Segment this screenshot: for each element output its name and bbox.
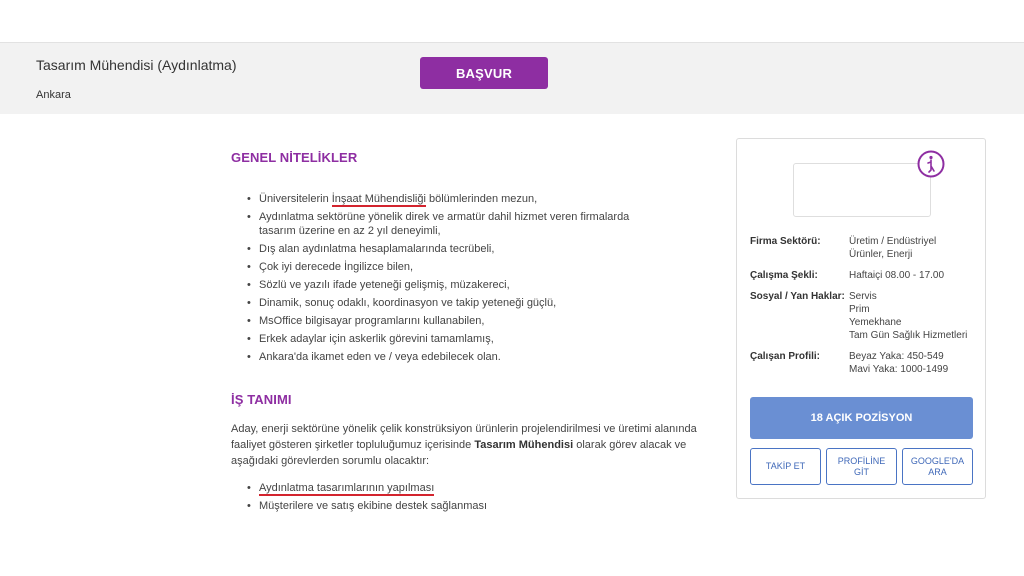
list-item: • Dış alan aydınlatma hesaplamalarında tecrübeli, xyxy=(231,242,721,256)
person-in-circle-icon xyxy=(917,150,945,178)
qualifications-title: GENEL NİTELİKLER xyxy=(231,150,358,165)
list-item: • Üniversitelerin İnşaat Mühendisliği bölümlerinden mezun, xyxy=(231,192,721,206)
list-item: • Erkek adaylar için askerlik görevini tamamlamış, xyxy=(231,332,721,346)
job-header xyxy=(0,42,1024,114)
company-card xyxy=(736,138,986,499)
follow-button[interactable]: TAKİP ET xyxy=(750,448,821,485)
qualifications-list xyxy=(231,192,721,364)
list-item: • Çok iyi derecede İngilizce bilen, xyxy=(231,260,721,274)
job-location: Ankara xyxy=(36,89,71,101)
open-positions-button[interactable]: 18 AÇIK POZİSYON xyxy=(750,397,973,439)
job-description-title: İŞ TANIMI xyxy=(231,392,292,407)
list-item: • Müşterilere ve satış ekibine destek sağlanması xyxy=(231,499,721,513)
highlighted-text: Aydınlatma tasarımlarının yapılması xyxy=(259,482,435,494)
benefits-row: Sosyal / Yan Haklar: Servis Prim Yemekhane Tam Gün Sağlık Hizmetleri xyxy=(750,291,968,341)
highlighted-text: İnşaat Mühendisliği xyxy=(331,193,426,205)
work-type-row: Çalışma Şekli: Haftaiçi 08.00 - 17.00 xyxy=(750,270,945,281)
list-item: • MsOffice bilgisayar programlarını kullanabilen, xyxy=(231,314,721,328)
job-title: Tasarım Mühendisi (Aydınlatma) xyxy=(36,57,237,73)
go-to-profile-button[interactable]: PROFİLİNE GİT xyxy=(826,448,897,485)
job-details xyxy=(231,150,721,517)
company-logo[interactable] xyxy=(793,163,931,217)
search-google-button[interactable]: GOOGLE'DA ARA xyxy=(902,448,973,485)
apply-button[interactable]: BAŞVUR xyxy=(420,57,548,89)
job-description-section xyxy=(231,392,721,513)
list-item: • Dinamik, sonuç odaklı, koordinasyon ve takip yeteneği güçlü, xyxy=(231,296,721,310)
sector-row: Firma Sektörü: Üretim / Endüstriyel Ürünler, Enerji xyxy=(750,236,937,260)
list-item: • Sözlü ve yazılı ifade yeteneği gelişmiş, müzakereci, xyxy=(231,278,721,292)
job-description-paragraph: Aday, enerji sektörüne yönelik çelik konstrüksiyon ürünlerin projelendirilmesi ve üretimi alanında faaliyet gösteren şirketler topluluğumuz içerisinde Tasarım Mühendisi olarak görev alacak ve aşağıdaki görevlerden sorumlu olacaktır: xyxy=(231,423,697,467)
employee-profile-row: Çalışan Profili: Beyaz Yaka: 450-549 Mavi Yaka: 1000-1499 xyxy=(750,351,949,375)
list-item xyxy=(231,481,721,495)
list-item: • Aydınlatma sektörüne yönelik direk ve armatür dahil hizmet veren firmalarda tasarım üzerine en az 2 yıl deneyimli, xyxy=(231,210,721,238)
list-item: • Ankara'da ikamet eden ve / veya edebilecek olan. xyxy=(231,350,721,364)
responsibilities-list xyxy=(231,481,721,513)
company-info xyxy=(750,235,980,384)
